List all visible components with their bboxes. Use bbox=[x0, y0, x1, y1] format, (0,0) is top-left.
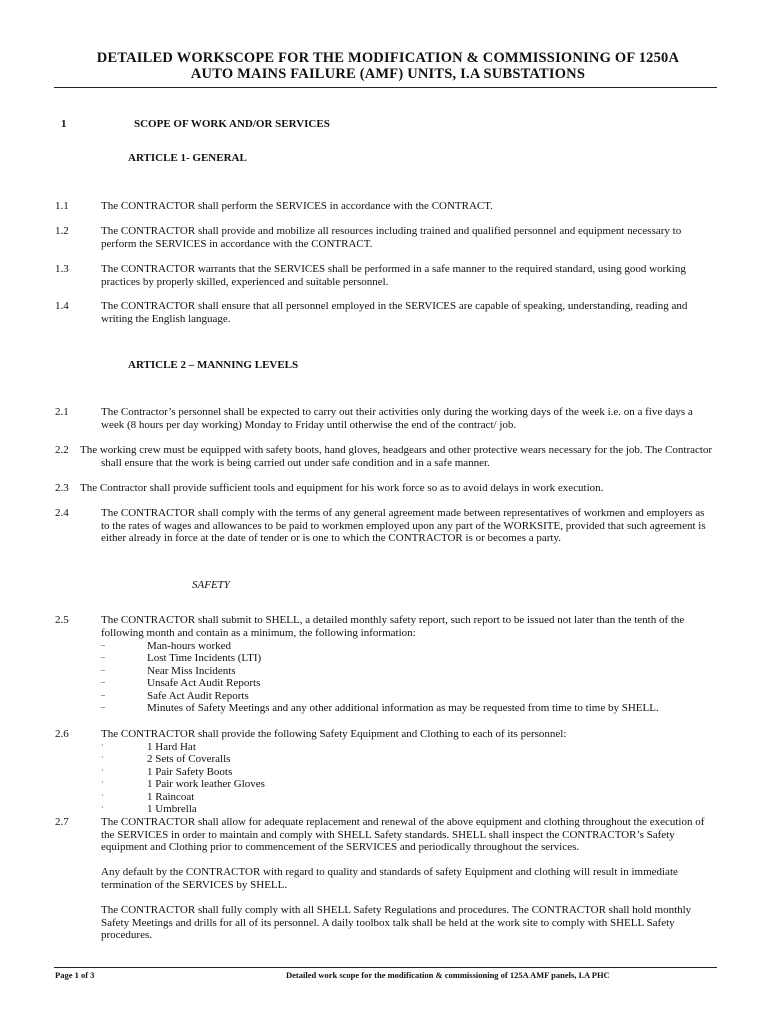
list-item: · 1 Raincoat bbox=[101, 790, 195, 803]
list-item: · 1 Umbrella bbox=[101, 803, 197, 816]
clause-2-5-number: 2.5 bbox=[55, 614, 69, 626]
safety-subheading: SAFETY bbox=[192, 579, 230, 591]
document-title-line-2: AUTO MAINS FAILURE (AMF) UNITS, I.A SUBSTATIONS bbox=[190, 66, 586, 82]
footer-document-title: Detailed work scope for the modification & commissioning of 125A AMF panels, I.A PHC bbox=[286, 970, 610, 980]
list-item: – Near Miss Incidents bbox=[101, 664, 236, 677]
clause-2-1-text: The Contractor’s personnel shall be expected to carry out their activities only during the working days of the week i.e. on a five days a week (8 hours per day working) Monday to Friday until otherwise the end of the contract/ job. bbox=[101, 406, 693, 431]
clause-1-2-number: 1.2 bbox=[55, 225, 69, 237]
section-number: 1 bbox=[61, 118, 67, 130]
clause-2-2-text: The working crew must be equipped with safety boots, hand gloves, headgears and other protective wears necessary for the job. The Contractor shall ensure that the work is being carried out under safe condition and in a safe manner. bbox=[80, 444, 713, 469]
footer-rule bbox=[54, 967, 717, 968]
clause-2-4-text: The CONTRACTOR shall comply with the terms of any general agreement made between representatives of workmen and employers as to the rates of wages and allowances to be paid to workmen employed upon any part of the WORKSITE, provided that such agreement is either already in force at the date of tender or is one to which the CONTRACTOR is or becomes a party. bbox=[101, 507, 706, 544]
clause-1-3-number: 1.3 bbox=[55, 263, 69, 275]
list-item: · 1 Pair work leather Gloves bbox=[101, 778, 265, 791]
clause-2-6-text: The CONTRACTOR shall provide the following Safety Equipment and Clothing to each of its personnel: bbox=[101, 728, 567, 740]
article-2-heading: ARTICLE 2 – MANNING LEVELS bbox=[128, 359, 299, 371]
list-item: – Lost Time Incidents (LTI) bbox=[101, 652, 262, 665]
page-number: Page 1 of 3 bbox=[55, 970, 95, 980]
clause-2-5-text: The CONTRACTOR shall submit to SHELL, a detailed monthly safety report, such report to be issued not later than the tenth of the following month and contain as a minimum, the following information: bbox=[101, 614, 685, 639]
clause-2-3-text: The Contractor shall provide sufficient tools and equipment for his work force so as to avoid delays in work execution. bbox=[80, 482, 604, 494]
article-1-heading: ARTICLE 1- GENERAL bbox=[128, 152, 247, 164]
clause-1-3-text: The CONTRACTOR warrants that the SERVICES shall be performed in a safe manner to the required standard, using good working practices by properly skilled, experienced and suitable personnel. bbox=[101, 263, 686, 288]
clause-2-3-number: 2.3 bbox=[55, 482, 69, 494]
clause-2-1-number: 2.1 bbox=[55, 406, 69, 418]
clause-2-7-text: The CONTRACTOR shall allow for adequate replacement and renewal of the above equipment and clothing throughout the execution of the SERVICES in order to maintain and comply with SHELL Safety standards. SHELL shall inspect the CONTRACTOR’s Safety equipment and Clothing prior to commencement of the SERVICES and periodically throughout the services. bbox=[101, 816, 705, 853]
list-item: – Man-hours worked bbox=[101, 640, 232, 652]
safety-equipment-list bbox=[101, 741, 265, 815]
clause-1-4-number: 1.4 bbox=[55, 300, 69, 312]
clause-1-2-text: The CONTRACTOR shall provide and mobilize all resources including trained and qualified personnel and equipment necessary to perform the SERVICES in accordance with the CONTRACT. bbox=[101, 225, 682, 250]
list-item: · 2 Sets of Coveralls bbox=[101, 753, 231, 766]
clause-2-7-compliance-text: The CONTRACTOR shall fully comply with all SHELL Safety Regulations and procedures. The CONTRACTOR shall hold monthly Safety Meetings and drills for all of its personnel. A daily toolbox talk shall be held at the work site to comply with SHELL Safety procedures. bbox=[101, 904, 692, 941]
header-rule bbox=[54, 87, 717, 88]
clause-2-2-number: 2.2 bbox=[55, 444, 69, 456]
clause-1-1-text: The CONTRACTOR shall perform the SERVICES in accordance with the CONTRACT. bbox=[101, 200, 493, 212]
list-item: – Unsafe Act Audit Reports bbox=[101, 677, 261, 690]
clause-1-1-number: 1.1 bbox=[55, 200, 69, 212]
clause-2-6-number: 2.6 bbox=[55, 728, 69, 740]
document-title-line-1: DETAILED WORKSCOPE FOR THE MODIFICATION & COMMISSIONING OF 1250A bbox=[96, 50, 680, 66]
clause-2-7-number: 2.7 bbox=[55, 816, 69, 828]
list-item: · 1 Hard Hat bbox=[101, 741, 196, 753]
clause-2-7-default-text: Any default by the CONTRACTOR with regard to quality and standards of safety Equipment and clothing will result in immediate termination of the SERVICES by SHELL. bbox=[101, 866, 678, 891]
section-title: SCOPE OF WORK AND/OR SERVICES bbox=[134, 118, 330, 130]
clause-2-4-number: 2.4 bbox=[55, 507, 69, 519]
list-item: · 1 Pair Safety Boots bbox=[101, 765, 233, 778]
safety-report-list bbox=[101, 640, 659, 714]
list-item: – Minutes of Safety Meetings and any other additional information as may be requested from time to time by SHELL. bbox=[101, 702, 659, 715]
list-item: – Safe Act Audit Reports bbox=[101, 689, 249, 702]
clause-1-4-text: The CONTRACTOR shall ensure that all personnel employed in the SERVICES are capable of speaking, understanding, reading and writing the English language. bbox=[101, 300, 688, 325]
